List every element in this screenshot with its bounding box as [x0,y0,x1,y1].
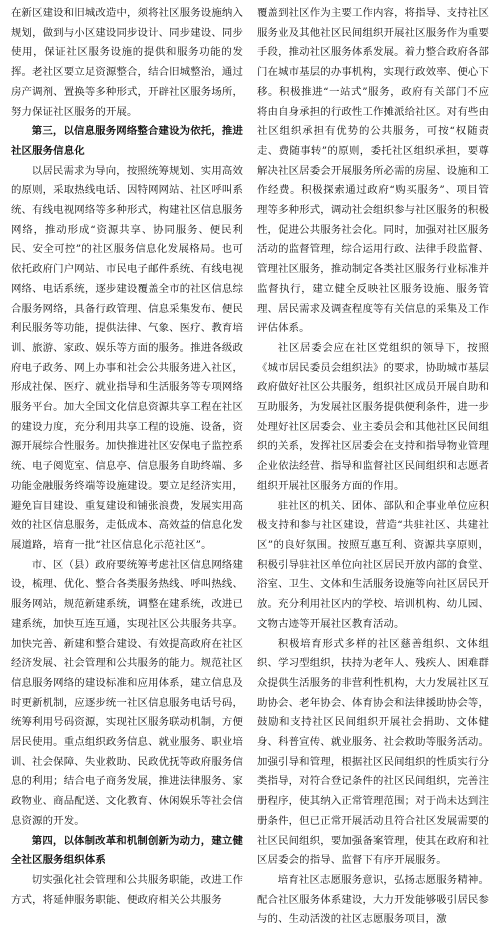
section-heading: 第四，以体制改革和机制创新为动力，建立健全社区服务组织体系 [11,834,243,867]
paragraph: 切实强化社会管理和公共服务职能，改进工作方式，将延伸服务职能、便政府相关公共服务 [11,873,243,906]
paragraph: 积极培育形式多样的社区慈善组织、文体组织、学习型组织，扶持为老年人、残疾人、困难群众提供生活服务的非营利性机构，大力发展社区互助协会、老年协会、体育协会和法律援助协会等，鼓励和支持社区民间组织开展社会捐助、文体健身、科普宣传、就业服务、社会救助等服务活动。加强引导和管理，根据社区民间组织的性质实行分类指导，对符合登记条件的社区民间组织，完善注册程序，使其纳入正常管理范围；对于尚未达到注册条件，但已正常开展活动且符合社区发展需要的社区民间组织，要加强备案管理，使其在政府和社区居委会的指导、监督下有序开展服务。 [257,637,489,867]
paragraph: 培育社区志愿服务意识，弘扬志愿服务精神。配合社区服务体系建设，大力开发能够吸引居民参与的、生动活泼的社区志愿服务项目，激 [257,873,489,926]
paragraph: 驻社区的机关、团体、部队和企事业单位应积极支持和参与社区建设，营造“共驻社区、共建社区”的良好氛围。按照互惠互利、资源共享原则，积极引导驻社区单位向社区居民开放内部的食堂、浴室、卫生、文体和生活服务设施等向社区居民开放。充分利用社区内的学校、培训机构、幼儿园、文物古迹等开展社区教育活动。 [257,499,489,630]
paragraph: 以居民需求为导向，按照统筹规划、实用高效的原则，采取热线电话、因特网网站、社区呼叫系统、有线电视网络等多种形式，构建社区信息服务网络，推动形成“资源共享、协同服务、便民利民、安全可控”的社区服务信息化发展格局。也可依托政府门户网站、市民电子邮件系统、有线电视网络、电话系统，逐步建设覆盖全市的社区信息综合服务网络，具备行政管理、信息采集发布、便民利民服务等功能，提供法律、气象、医疗、教育培训、旅游、家政、娱乐等方面的服务。推进各级政府电子政务、网上办事和社会公共服务进入社区，形成社保、医疗、就业指导和生活服务等专项网络服务平台。加大全国文化信息资源共享工程在社区的建设力度，充分利用共享工程的设施、设备，资源开展综合性服务。加快推进社区安保电子监控系统、电子阅览室、信息亭、信息服务自助终端、多功能金融服务终端等设施建设。要立足经济实用，避免盲目建设、重复建设和铺张浪费，发展实用高效的社区信息服务，走低成本、高效益的信息化发展道路，培育一批“社区信息化示范社区”。 [11,164,243,551]
paragraph: 在新区建设和旧城改造中，须将社区服务设施纳入规划，做到与小区建设同步设计、同步建设、同步使用，保证社区服务设施的提供和服务功能的发挥。老社区要立足资源整合，结合旧城整治，通过房产调剂、置换等多种形式，开辟社区服务场所，努力保证社区服务的开展。 [11,7,243,118]
section-heading: 第三，以信息服务网络整合建设为依托，推进社区服务信息化 [11,125,243,157]
right-text-column [257,4,489,926]
paragraph: 社区居委会应在社区党组织的领导下，按照《城市居民委员会组织法》的要求，协助城市基层政府做好社区公共服务，组织社区成员开展自助和互助服务，为发展社区服务提供便利条件，进一步处理好社区居委会、业主委员会和其他社区民间组织的关系，发挥社区居委会在支持和指导物业管理企业依法经营、指导和监督社区民间组织和志愿者组织开展社区服务方面的作用。 [257,341,489,492]
paragraph: 覆盖到社区作为主要工作内容，将指导、支持社区服务业及其他社区民间组织开展社区服务作为重要手段，推动社区服务体系发展。着力整合政府各部门在城市基层的办事机构，实现行政效率、便心下移。积极推进“一站式”服务，政府有关部门不应将由自身承担的行政性工作摊派给社区。对有些由社区组织承担有优势的公共服务，可按“权随责走、费随事转”的原则，委托社区组织承担，要尊解决社区居委会开展服务所必需的房屋、设施和工作经费。积极探索通过政府“购买服务”、项目管理等多种形式，调动社会组织参与社区服务的积极性，促进公共服务社会化。同时，加强对社区服务活动的监督管理，综合运用行政、法律手段监督、管理社区服务，推动制定各类社区服务行业标准并监督执行，建立健全反映社区服务设施、服务管理、居民需求及调查程度等有关信息的采集及工作评估体系。 [257,7,489,335]
left-text-column [11,4,243,906]
paragraph: 市、区（县）政府要统筹考虑社区信息网络建设，梳理、优化、整合各类服务热线、呼叫热线、服务网站，规范新建系统，调整在建系统，改进已建系统，加快互连互通，实现社区公共服务共享。加快完善、新建和整合建设、有效提高政府在社区经济发展、社会管理和公共服务的能力。规范社区信息服务网络的建设标准和应用体系，建立信息及时更新机制，应逐步统一社区信息服务电话号码，统筹利用号码资源，实现社区服务联动机制，方便居民使用。重点组织政务信息、就业服务、职业培训、社会保障、失业救助、民政优抚等政府服务信息的利用；结合电子商务发展，推进法律服务、家政物业、商品配送、文化教育、休闲娱乐等社会信息资源的开发。 [11,558,243,827]
